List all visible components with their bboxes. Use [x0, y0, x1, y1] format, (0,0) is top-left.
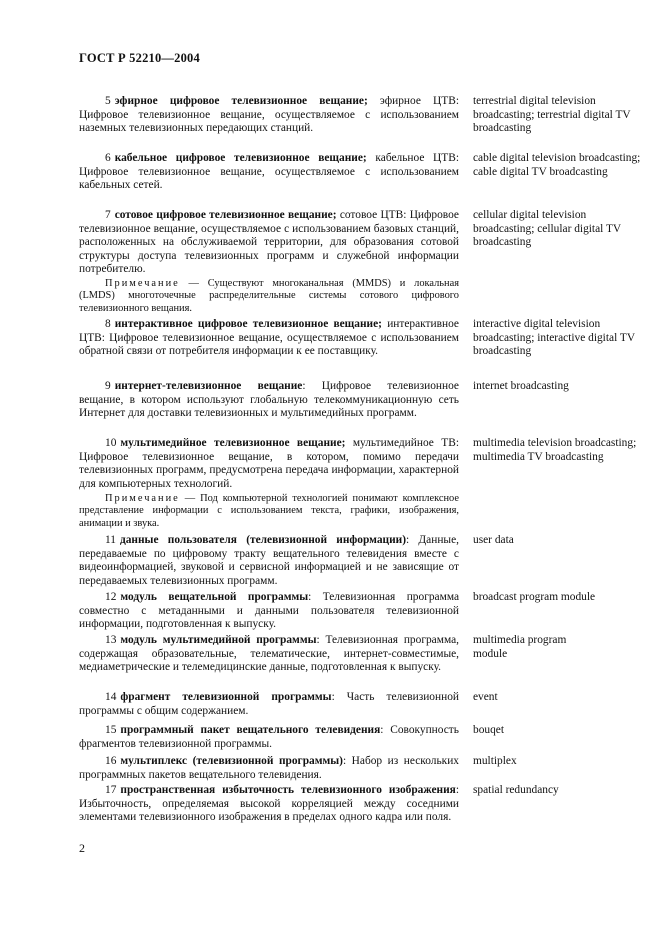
term-definition: кабельное ЦТВ: Цифровое телевизионное вещание, осуществляемое с использованием кабельных сетей. — [79, 152, 460, 192]
term-title: кабельное цифровое телевизионное вещание; — [114, 152, 367, 164]
term-title: данные пользователя (телевизионной информации) — [119, 534, 406, 546]
term-title: интерактивное цифровое телевизионное вещание; — [114, 318, 382, 330]
term-definition: мультимедийное ТВ: Цифровое телевизионное вещание, в котором, помимо передачи телевизионных программ, предусмотрена передача информации, характерной для компьютерных технологий. — [79, 437, 459, 490]
term-definition: : Данные, передаваемые по цифровому тракту вещательного телевидения вместе с видеоинформацией, звуковой и сервисной информацией и не зависящие от передаваемых телевизионных программ. — [79, 534, 459, 587]
term-definition: : Совокупность фрагментов телевизионной программы. — [79, 724, 459, 750]
term-number: 15 — [105, 724, 117, 736]
note-1 — [79, 278, 459, 315]
term-title: программный пакет вещательного телевидения — [120, 724, 381, 736]
note-label: Примечание — [105, 278, 180, 289]
term-title: пространственная избыточность телевизионного изображения — [120, 784, 456, 796]
term-definition: : Цифровое телевизионное вещание, в котором используют глобальную телекоммуникационную сеть Интернет для доставки телевизионных и мультимедийных программ. — [79, 380, 459, 420]
note-label: Примечание — [105, 493, 180, 504]
term-english-16: multiplex — [473, 755, 517, 767]
term-number: 17 — [105, 784, 117, 796]
term-english-7: cellular digital television broadcasting; cellular digital TV broadcasting — [473, 209, 621, 249]
term-title: эфирное цифровое телевизионное вещание; — [114, 95, 368, 107]
term-number: 7 — [105, 209, 111, 221]
term-entry-7 — [79, 209, 459, 277]
term-definition: интерактивное ЦТВ: Цифровое телевизионное вещание, осуществляемое с использованием обратной связи от потребителя информации к ее поставщику. — [79, 318, 459, 358]
term-entry-13 — [79, 634, 459, 675]
term-title: фрагмент телевизионной программы — [120, 691, 332, 703]
term-entry-9 — [79, 380, 459, 421]
page-number: 2 — [79, 841, 85, 855]
term-english-13: multimedia program module — [473, 634, 567, 660]
term-entry-15 — [79, 724, 459, 751]
term-definition: : Избыточность, определяемая высокой корреляцией между соседними элементами телевизионного изображения в пределах одного кадра или поля. — [79, 784, 459, 824]
term-definition: : Телевизионная программа совместно с метаданными и данными пользователя телевизионной информации, подготовленная к выпуску. — [79, 591, 460, 631]
term-entry-12 — [79, 591, 459, 632]
term-title: модуль вещательной программы — [120, 591, 309, 603]
term-title: модуль мультимедийной программы — [120, 634, 317, 646]
term-english-14: event — [473, 691, 498, 703]
term-title: мультимедийное телевизионное вещание; — [120, 437, 346, 449]
note-text: — Существуют многоканальная (MMDS) и локальная (LMDS) многоточечные распределительные системы сотового цифрового телевизионного вещания. — [79, 278, 459, 314]
term-number: 12 — [105, 591, 117, 603]
term-number: 5 — [105, 95, 111, 107]
term-english-17: spatial redundancy — [473, 784, 559, 796]
term-english-12: broadcast program module — [473, 591, 596, 603]
term-entry-5 — [79, 95, 459, 136]
term-number: 14 — [105, 691, 117, 703]
term-title: сотовое цифровое телевизионное вещание; — [114, 209, 337, 221]
term-entry-8 — [79, 318, 459, 359]
term-definition: : Часть телевизионной программы с общим содержанием. — [79, 691, 459, 717]
note-text: — Под компьютерной технологией понимают комплексное представление информации с использованием текста, графики, изображения, анимации и звука. — [79, 493, 459, 529]
term-number: 8 — [105, 318, 111, 330]
term-number: 6 — [105, 152, 111, 164]
term-english-9: internet broadcasting — [473, 380, 569, 392]
term-number: 16 — [105, 755, 117, 767]
term-english-11: user data — [473, 534, 514, 546]
term-title: мультиплекс (телевизионной программы) — [120, 755, 343, 767]
term-english-6: cable digital television broadcasting; cable digital TV broadcasting — [473, 152, 641, 178]
term-definition: : Набор из нескольких программных пакетов вещательного телевидения. — [79, 755, 459, 781]
term-number: 10 — [105, 437, 117, 449]
term-number: 13 — [105, 634, 117, 646]
term-english-10: multimedia television broadcasting; multimedia TV broadcasting — [473, 437, 637, 463]
term-number: 11 — [105, 534, 116, 546]
term-english-8: interactive digital television broadcasting; interactive digital TV broadcasting — [473, 318, 635, 358]
term-title: интернет-телевизионное вещание — [114, 380, 303, 392]
term-english-5: terrestrial digital television broadcasting; terrestrial digital TV broadcasting — [473, 95, 631, 135]
term-entry-14 — [79, 691, 459, 718]
term-definition: : Телевизионная программа, содержащая образовательные, телематические, интернет-совместимые, медиаметрические и телемедицинские данные, подготовленная к выпуску. — [79, 634, 459, 674]
term-english-15: bouqet — [473, 724, 505, 736]
term-entry-11 — [79, 534, 459, 588]
term-entry-10 — [79, 437, 459, 491]
note-2 — [79, 493, 459, 530]
term-number: 9 — [105, 380, 111, 392]
term-entry-6 — [79, 152, 459, 193]
term-entry-17 — [79, 784, 459, 825]
term-definition: эфирное ЦТВ: Цифровое телевизионное вещание, осуществляемое с использованием наземных телевизионных передающих станций. — [79, 95, 460, 135]
term-definition: сотовое ЦТВ: Цифровое телевизионное вещание, осуществляемое с использованием базовых станций, расположенных на обслуживаемой территории, для образования сотовой структуры доступа телевизионных программ и служебной информации потребителю. — [79, 209, 459, 276]
term-entry-16 — [79, 755, 459, 782]
document-header: ГОСТ Р 52210—2004 — [79, 51, 200, 65]
